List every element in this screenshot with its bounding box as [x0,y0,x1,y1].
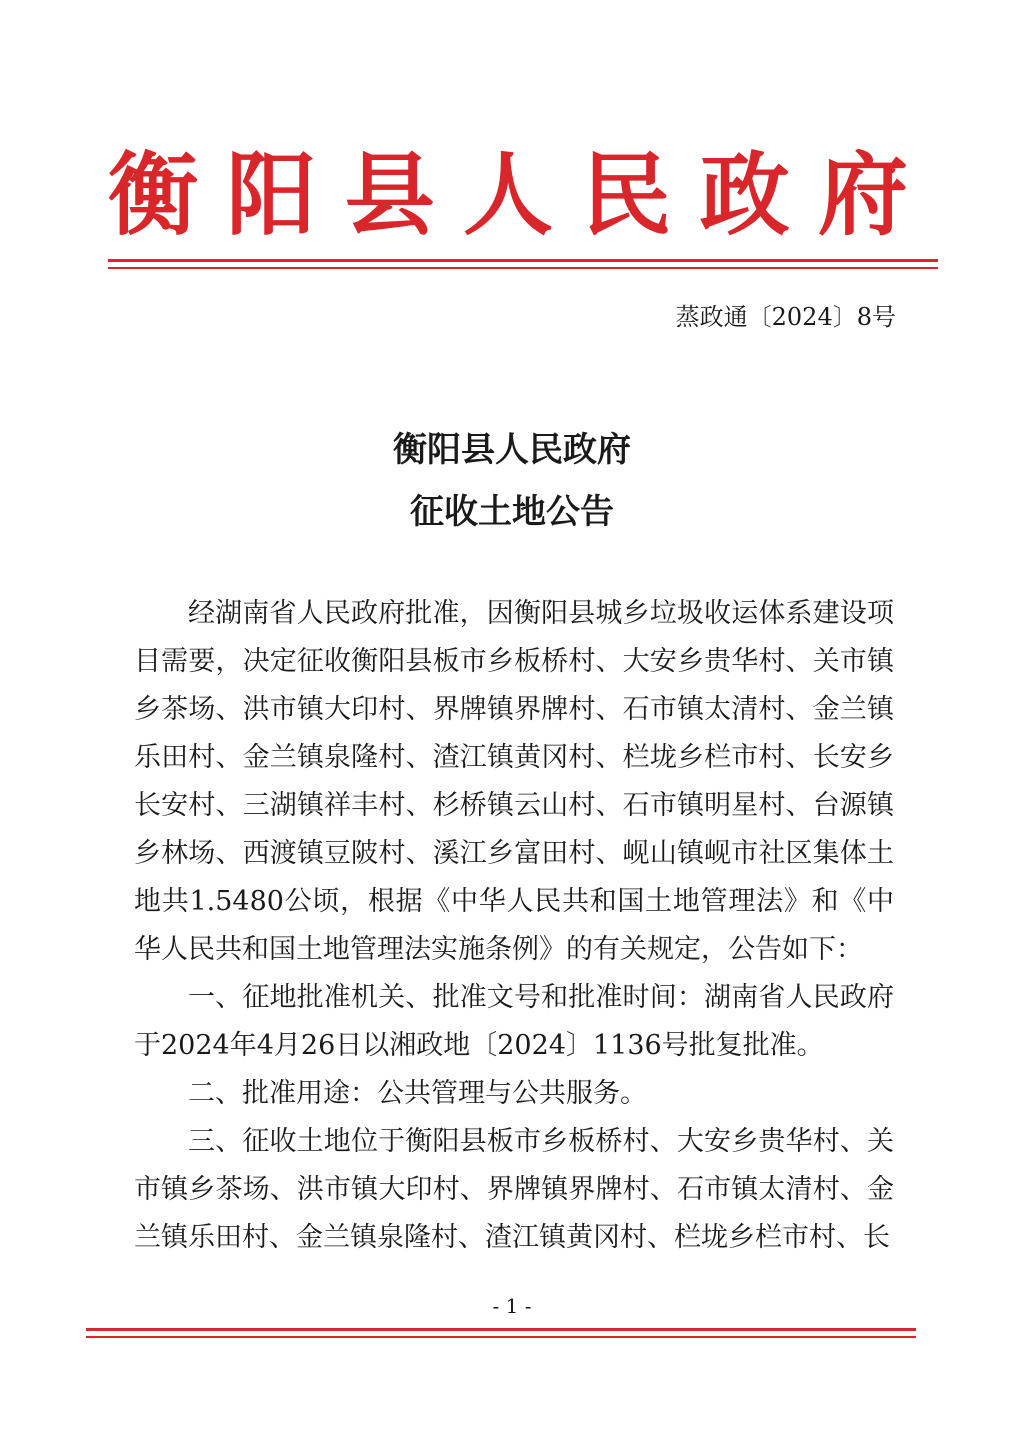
notice-body [134,590,894,1262]
header-char: 衡 [108,142,198,248]
header-red-rule-thin [108,267,938,269]
footer-red-rule-thin [86,1336,916,1338]
page-number: - 1 - [492,1294,532,1318]
header-char: 阳 [226,142,317,248]
header-char: 民 [581,142,672,248]
footer-red-rule-thick [86,1328,916,1331]
header-char: 政 [699,142,790,248]
header-char: 府 [817,142,908,248]
document-number: 蒸政通〔2024〕8号 [675,303,896,331]
header-red-rule-thick [108,259,938,262]
notice-title-line-1: 衡阳县人民政府 [393,430,631,470]
issuing-authority-header [108,140,908,250]
body-paragraph-usage: 二、批准用途：公共管理与公共服务。 [188,1078,647,1109]
body-paragraph-location: 三、征收土地位于衡阳县板市乡板桥村、大安乡贵华村、关市镇乡茶场、洪市镇大印村、界牌镇界牌村、石市镇太清村、金兰镇乐田村、金兰镇泉隆村、渣江镇黄冈村、栏垅乡栏市村、长 [134,1126,894,1253]
header-char: 县 [344,142,435,248]
header-char: 人 [462,142,553,248]
notice-title-line-2: 征收土地公告 [410,492,614,532]
body-paragraph-approval: 一、征地批准机关、批准文号和批准时间：湖南省人民政府于2024年4月26日以湘政地〔2024〕1136号批复批准。 [134,982,894,1061]
body-paragraph-intro: 经湖南省人民政府批准，因衡阳县城乡垃圾收运体系建设项目需要，决定征收衡阳县板市乡板桥村、大安乡贵华村、关市镇乡茶场、洪市镇大印村、界牌镇界牌村、石市镇太清村、金兰镇乐田村、金兰镇泉隆村、渣江镇黄冈村、栏垅乡栏市村、长安乡长安村、三湖镇祥丰村、杉桥镇云山村、石市镇明星村、台源镇乡林场、西渡镇豆陂村、溪江乡富田村、岘山镇岘市社区集体土地共1.5480公顷，根据《中华人民共和国土地管理法》和《中华人民共和国土地管理法实施条例》的有关规定，公告如下： [134,598,894,965]
